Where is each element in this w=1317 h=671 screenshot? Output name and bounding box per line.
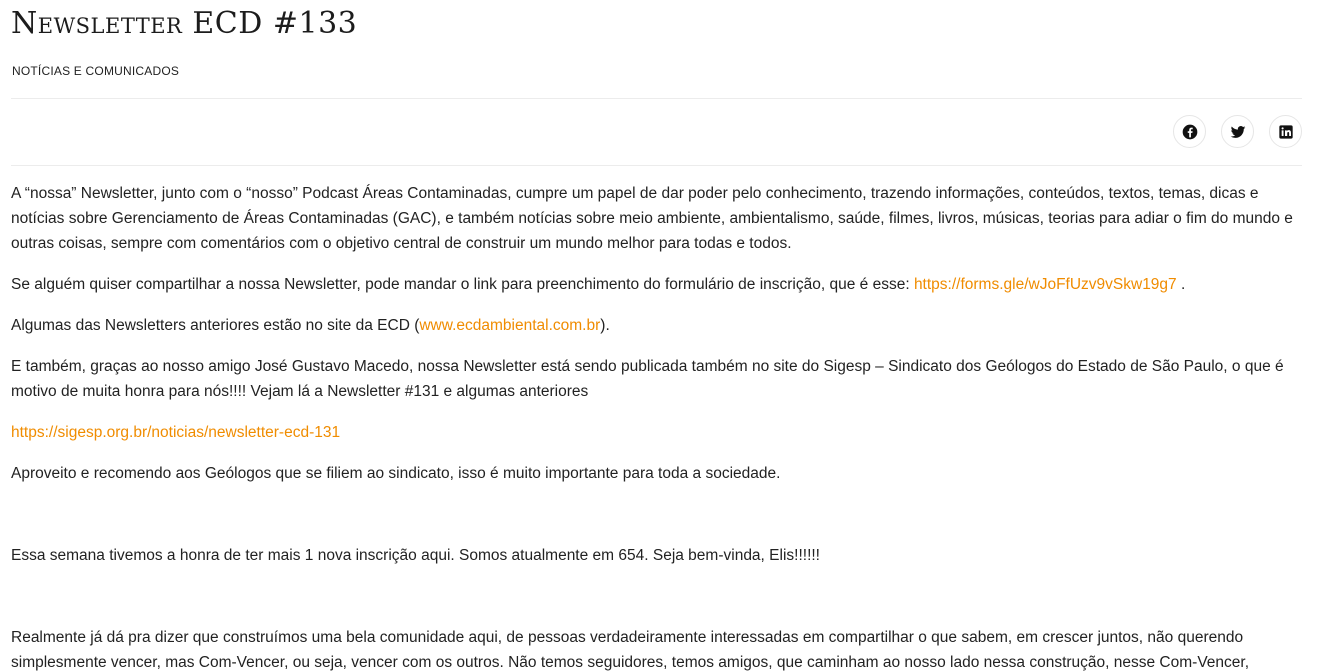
share-divider [11,165,1302,166]
paragraph-share-text: Se alguém quiser compartilhar a nossa Newsletter, pode mandar o link para preenchimento do formulário de inscrição, que é esse: [11,276,914,293]
paragraph-sigesp-link [11,420,1301,445]
paragraph-recommend: Aproveito e recomendo aos Geólogos que se filiem ao sindicato, isso é muito importante para toda a sociedade. [11,465,781,482]
category-link[interactable]: NOTÍCIAS E COMUNICADOS [12,64,180,78]
paragraph-intro: A “nossa” Newsletter, junto com o “nosso” Podcast Áreas Contaminadas, cumpre um papel de dar poder pelo conhecimento, trazendo informações, conteúdos, textos, temas, dicas e notícias sobre Gerenciamento de Áreas Contaminadas (GAC), e também notícias sobre meio ambiente, ambientalismo, saúde, filmes, livros, músicas, teorias para adiar o fim do mundo e outras coisas, sempre com comentários com o objetivo central de construir um mundo melhor para todas e todos. [11,185,1293,252]
paragraph-subscribers: Essa semana tivemos a honra de ter mais 1 nova inscrição aqui. Somos atualmente em 654. Seja bem-vinda, Elis!!!!!! [11,547,820,564]
share-buttons [1173,115,1302,148]
twitter-share-button[interactable] [1221,115,1254,148]
linkedin-icon [1278,124,1294,140]
signup-form-link[interactable]: https://forms.gle/wJoFfUzv9vSkw19g7 [913,276,1177,293]
paragraph-previous-end: ). [600,317,610,334]
article-body [11,181,1301,671]
paragraph-share-end: . [1176,276,1186,293]
header-divider [11,98,1302,99]
blank-paragraph [11,584,1301,609]
paragraph-sigesp: E também, graças ao nosso amigo José Gustavo Macedo, nossa Newsletter está sendo publicada também no site do Sigesp – Sindicato dos Geólogos do Estado de São Paulo, o que é motivo de muita honra para nós!!!! Vejam lá a Newsletter #131 e algumas anteriores [11,358,1284,400]
ecd-site-link[interactable]: www.ecdambiental.com.br [419,317,601,334]
facebook-share-button[interactable] [1173,115,1206,148]
page-title: Newsletter ECD #133 [11,6,358,41]
linkedin-share-button[interactable] [1269,115,1302,148]
paragraph-previous-text: Algumas das Newsletters anteriores estão no site da ECD ( [11,317,420,334]
paragraph-previous [11,313,1301,338]
paragraph-community: Realmente já dá pra dizer que construímos uma bela comunidade aqui, de pessoas verdadeiramente interessadas em compartilhar o que sabem, em crescer juntos, não querendo simplesmente vencer, mas Com-Vencer, ou seja, vencer com os outros. Não temos seguidores, temos amigos, que caminham ao nosso lado nessa construção, nesse Com-Vencer, [11,629,1250,671]
facebook-icon [1182,124,1198,140]
paragraph-share [11,272,1301,297]
blank-paragraph [11,502,1301,527]
sigesp-newsletter-link[interactable]: https://sigesp.org.br/noticias/newsletter-ecd-131 [11,424,341,441]
twitter-icon [1230,124,1246,140]
